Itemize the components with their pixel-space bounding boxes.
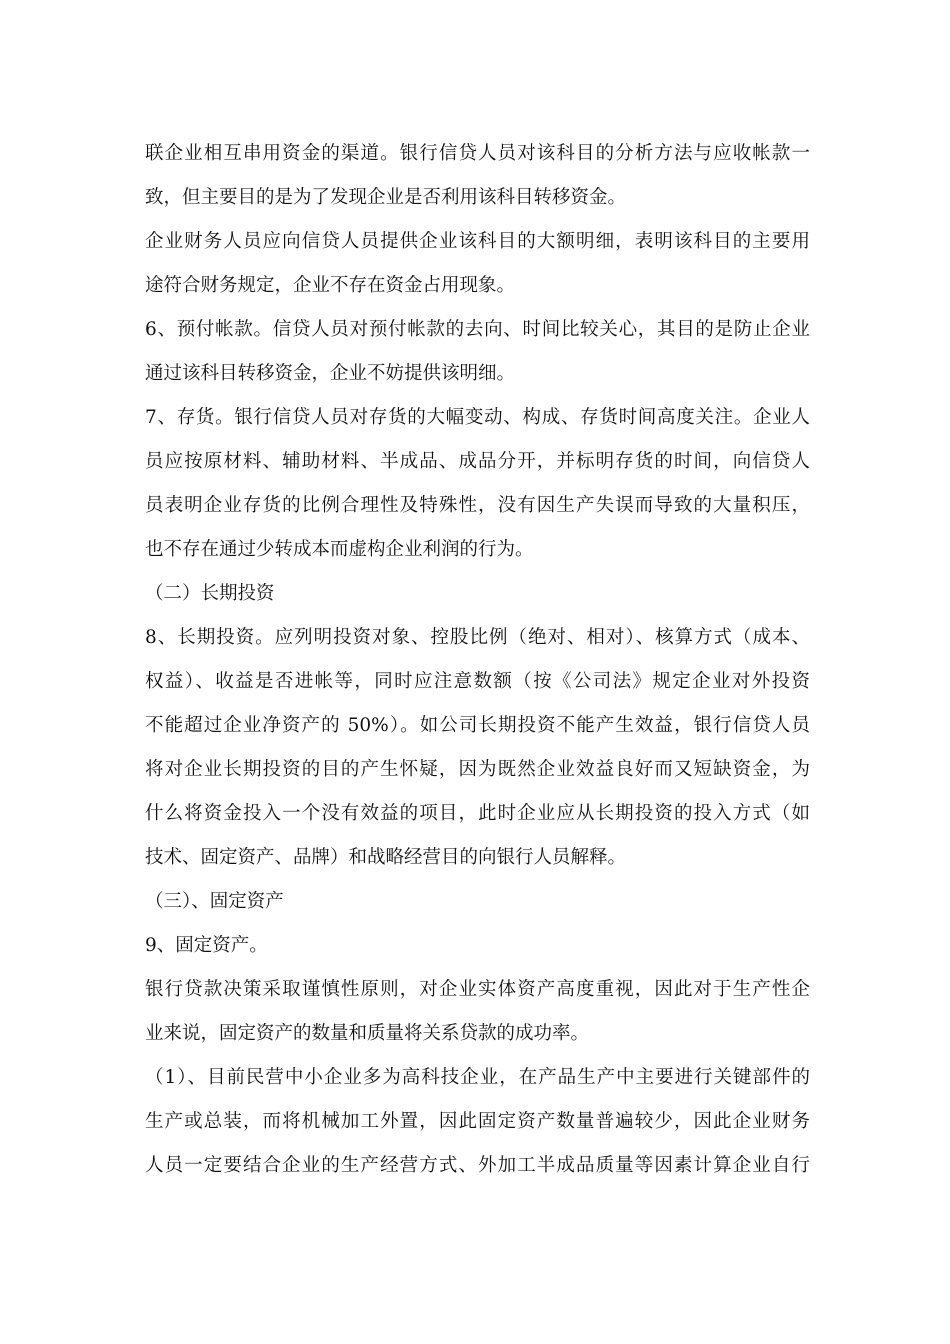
text-line: 技术、固定资产、品牌）和战略经营目的向银行人员解释。 [145, 847, 627, 868]
text-line: （二）长期投资 [145, 583, 275, 604]
text-line: 什么将资金投入一个没有效益的项目，此时企业应从长期投资的投入方式（如 [145, 803, 810, 824]
text-line: 9、固定资产。 [145, 935, 268, 956]
text-line: （三）、固定资产 [145, 891, 284, 912]
text-line: （1）、目前民营中小企业多为高科技企业，在产品生产中主要进行关键部件的 [145, 1067, 810, 1088]
text-line: 将对企业长期投资的目的产生怀疑，因为既然企业效益良好而又短缺资金，为 [145, 759, 810, 780]
document-body [145, 132, 810, 1188]
text-line: 权益）、收益是否进帐等，同时应注意数额（按《公司法》规定企业对外投资 [145, 671, 810, 692]
text-line: 也不存在通过少转成本而虚构企业利润的行为。 [145, 539, 534, 560]
text-line: 企业财务人员应向信贷人员提供企业该科目的大额明细，表明该科目的主要用 [145, 231, 810, 252]
text-line: 通过该科目转移资金，企业不妨提供该明细。 [145, 363, 516, 384]
text-line: 7、存货。银行信贷人员对存货的大幅变动、构成、存货时间高度关注。企业人 [145, 407, 810, 428]
text-line: 8、长期投资。应列明投资对象、控股比例（绝对、相对）、核算方式（成本、 [145, 627, 810, 648]
text-line: 银行贷款决策采取谨慎性原则，对企业实体资产高度重视，因此对于生产性企 [145, 979, 810, 1000]
text-line: 员应按原材料、辅助材料、半成品、成品分开，并标明存货的时间，向信贷人 [145, 451, 810, 472]
text-line: 人员一定要结合企业的生产经营方式、外加工半成品质量等因素计算企业自行 [145, 1155, 810, 1176]
text-line: 途符合财务规定，企业不存在资金占用现象。 [145, 275, 516, 296]
text-line: 联企业相互串用资金的渠道。银行信贷人员对该科目的分析方法与应收帐款一 [145, 143, 810, 164]
text-line: 致，但主要目的是为了发现企业是否利用该科目转移资金。 [145, 187, 627, 208]
text-line: 员表明企业存货的比例合理性及特殊性，没有因生产失误而导致的大量积压， [145, 495, 810, 516]
text-line: 不能超过企业净资产的 50%）。如公司长期投资不能产生效益，银行信贷人员 [145, 715, 810, 736]
text-line: 生产或总装，而将机械加工外置，因此固定资产数量普遍较少，因此企业财务 [145, 1111, 810, 1132]
text-line: 业来说，固定资产的数量和质量将关系贷款的成功率。 [145, 1023, 590, 1044]
text-line: 6、预付帐款。信贷人员对预付帐款的去向、时间比较关心，其目的是防止企业 [145, 319, 810, 340]
